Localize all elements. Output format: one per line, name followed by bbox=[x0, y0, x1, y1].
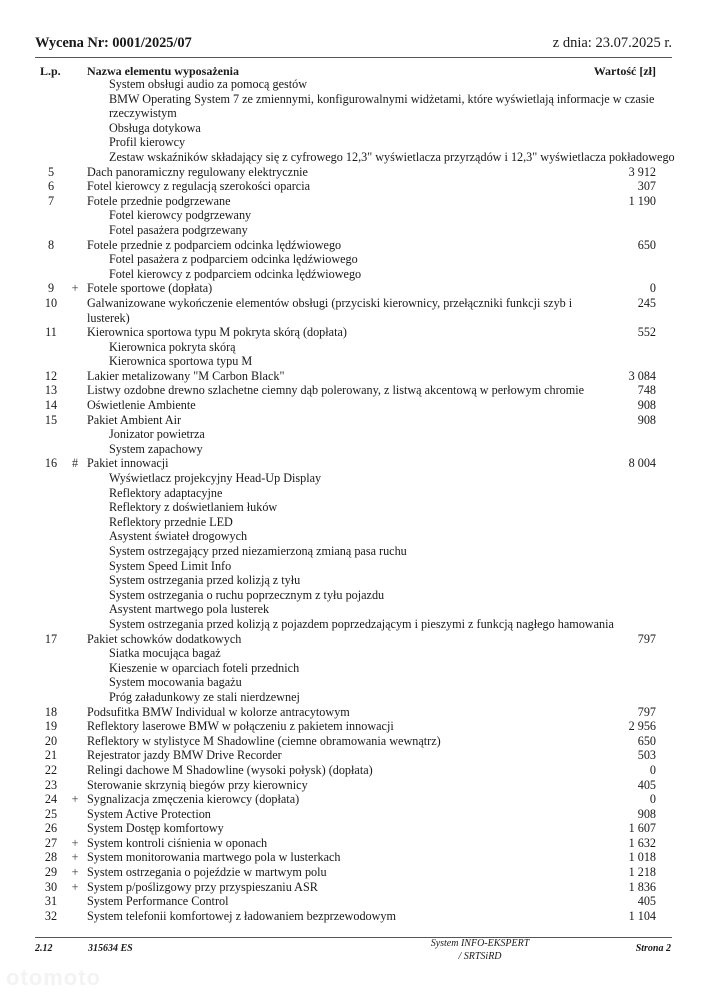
table-row bbox=[0, 850, 706, 865]
row-number: 16 bbox=[44, 456, 58, 471]
row-name: Reflektory laserowe BMW w połączeniu z pakietem innowacji bbox=[87, 719, 394, 734]
row-name: System ostrzegania o ruchu poprzecznym z tyłu pojazdu bbox=[109, 587, 385, 602]
row-number: 21 bbox=[44, 748, 58, 763]
table-row bbox=[0, 413, 706, 428]
row-name: Lakier metalizowany "M Carbon Black" bbox=[87, 368, 285, 383]
row-name: System ostrzegania przed kolizją z tyłu bbox=[109, 573, 301, 588]
row-number: 14 bbox=[44, 398, 58, 413]
row-name: System p/poślizgowy przy przyspieszaniu ASR bbox=[87, 879, 318, 894]
row-number: 19 bbox=[44, 719, 58, 734]
row-name: Jonizator powietrza bbox=[109, 427, 205, 442]
table-row bbox=[0, 238, 706, 253]
row-name: Fotele sportowe (dopłata) bbox=[87, 281, 213, 296]
table-subrow bbox=[0, 77, 706, 92]
row-value: 1 836 bbox=[628, 879, 656, 894]
column-header-value: Wartość [zł] bbox=[593, 64, 656, 78]
table-subrow bbox=[0, 529, 706, 544]
table-row bbox=[0, 398, 706, 413]
row-value: 3 912 bbox=[628, 164, 656, 179]
row-name: Profil kierowcy bbox=[109, 135, 186, 150]
table-subrow bbox=[0, 690, 706, 705]
row-marker: + bbox=[71, 281, 79, 296]
watermark: otomoto bbox=[6, 965, 101, 990]
row-value: 1 018 bbox=[628, 850, 656, 865]
table-subrow bbox=[0, 617, 706, 632]
row-name: Sygnalizacja zmęczenia kierowcy (dopłata) bbox=[87, 792, 300, 807]
table-row bbox=[0, 179, 706, 194]
table-subrow bbox=[0, 573, 706, 588]
row-number: 24 bbox=[44, 792, 58, 807]
row-value: 503 bbox=[637, 748, 656, 763]
row-value: 8 004 bbox=[628, 456, 656, 471]
row-number: 26 bbox=[44, 821, 58, 836]
row-value: 2 956 bbox=[628, 719, 656, 734]
valuation-number: Wycena Nr: 0001/2025/07 bbox=[35, 35, 192, 51]
row-value: 908 bbox=[637, 806, 656, 821]
row-marker: + bbox=[71, 835, 79, 850]
row-value: 797 bbox=[637, 631, 656, 646]
row-value: 245 bbox=[637, 295, 656, 310]
row-value: 650 bbox=[637, 237, 656, 252]
table-row bbox=[0, 880, 706, 895]
row-name: Kieszenie w oparciach foteli przednich bbox=[109, 660, 300, 675]
footer-document-id: 315634 ES bbox=[88, 943, 133, 954]
table-subrow bbox=[0, 500, 706, 515]
table-subrow bbox=[0, 427, 706, 442]
table-subrow bbox=[0, 106, 706, 121]
table-row bbox=[0, 894, 706, 909]
row-number: 20 bbox=[44, 733, 58, 748]
row-value: 0 bbox=[649, 281, 656, 296]
table-row bbox=[0, 778, 706, 793]
row-name: System zapachowy bbox=[109, 441, 203, 456]
valuation-date: z dnia: 23.07.2025 r. bbox=[552, 35, 672, 51]
row-name: Asystent świateł drogowych bbox=[109, 529, 248, 544]
equipment-table bbox=[0, 77, 706, 923]
row-marker: + bbox=[71, 879, 79, 894]
row-name: System ostrzegania przed kolizją z pojazdem poprzedzającym i pieszymi z funkcją nagłego hamowania bbox=[109, 616, 614, 631]
row-number: 22 bbox=[44, 762, 58, 777]
row-name: Fotel pasażera z podparciem odcinka lędźwiowego bbox=[109, 252, 358, 267]
table-row bbox=[0, 194, 706, 209]
table-row bbox=[0, 865, 706, 880]
table-subrow bbox=[0, 588, 706, 603]
table-row bbox=[0, 456, 706, 471]
row-number: 12 bbox=[44, 368, 58, 383]
row-value: 748 bbox=[637, 383, 656, 398]
row-name: Reflektory w stylistyce M Shadowline (ciemne obramowania wewnątrz) bbox=[87, 733, 441, 748]
table-row bbox=[0, 383, 706, 398]
row-name: Fotel kierowcy z regulacją szerokości oparcia bbox=[87, 179, 310, 194]
row-name: System ostrzegania o pojeździe w martwym polu bbox=[87, 865, 327, 880]
table-subrow bbox=[0, 515, 706, 530]
row-name: Fotele przednie podgrzewane bbox=[87, 193, 231, 208]
row-name: Asystent martwego pola lusterek bbox=[109, 602, 270, 617]
row-value: 3 084 bbox=[628, 368, 656, 383]
row-number: 29 bbox=[44, 865, 58, 880]
table-row bbox=[0, 165, 706, 180]
row-name: Kierownica sportowa typu M pokryta skórą (dopłata) bbox=[87, 325, 347, 340]
table-row bbox=[0, 763, 706, 778]
table-row bbox=[0, 748, 706, 763]
row-number: 28 bbox=[44, 850, 58, 865]
footer-system-line1: System INFO-EKSPERT bbox=[430, 938, 530, 949]
row-name: Kierownica sportowa typu M bbox=[109, 354, 253, 369]
row-value: 1 632 bbox=[628, 835, 656, 850]
row-value: 1 607 bbox=[628, 821, 656, 836]
row-number: 10 bbox=[44, 295, 58, 310]
table-subrow bbox=[0, 135, 706, 150]
table-subrow bbox=[0, 340, 706, 355]
row-number: 25 bbox=[44, 806, 58, 821]
row-number: 5 bbox=[47, 164, 55, 179]
row-name: System monitorowania martwego pola w lusterkach bbox=[87, 850, 341, 865]
table-subrow bbox=[0, 252, 706, 267]
row-marker: + bbox=[71, 792, 79, 807]
row-name: rzeczywistym bbox=[109, 106, 177, 121]
table-subrow bbox=[0, 208, 706, 223]
row-name: Sterowanie skrzynią biegów przy kierownicy bbox=[87, 777, 308, 792]
row-value: 405 bbox=[637, 894, 656, 909]
row-name: Pakiet innowacji bbox=[87, 456, 169, 471]
footer-system-name bbox=[395, 937, 565, 963]
row-name: Fotele przednie z podparciem odcinka lędźwiowego bbox=[87, 237, 342, 252]
row-number: 31 bbox=[44, 894, 58, 909]
table-subrow bbox=[0, 486, 706, 501]
table-row bbox=[0, 632, 706, 647]
row-name: Pakiet schowków dodatkowych bbox=[87, 631, 242, 646]
row-number: 23 bbox=[44, 777, 58, 792]
table-row bbox=[0, 792, 706, 807]
row-name: Siatka mocująca bagaż bbox=[109, 646, 221, 661]
row-number: 8 bbox=[47, 237, 55, 252]
header-divider bbox=[35, 57, 672, 58]
row-value: 405 bbox=[637, 777, 656, 792]
row-name: BMW Operating System 7 ze zmiennymi, konfigurowalnymi widżetami, które wyświetlają informacje w czasie bbox=[109, 91, 655, 106]
row-name: Dach panoramiczny regulowany elektrycznie bbox=[87, 164, 308, 179]
row-name: Galwanizowane wykończenie elementów obsługi (przyciski kierownicy, przełączniki funkcji szyb i bbox=[87, 295, 573, 310]
row-number: 7 bbox=[47, 193, 55, 208]
table-row bbox=[0, 821, 706, 836]
table-subrow bbox=[0, 354, 706, 369]
row-name: Fotel kierowcy z podparciem odcinka lędźwiowego bbox=[109, 266, 362, 281]
row-name: Listwy ozdobne drewno szlachetne ciemny dąb polerowany, z listwą akcentową w perłowym chromie bbox=[87, 383, 585, 398]
table-row bbox=[0, 734, 706, 749]
row-number: 15 bbox=[44, 412, 58, 427]
row-number: 11 bbox=[45, 325, 57, 340]
row-number: 17 bbox=[44, 631, 58, 646]
row-name: Reflektory adaptacyjne bbox=[109, 485, 223, 500]
row-number: 9 bbox=[47, 281, 55, 296]
row-value: 0 bbox=[649, 792, 656, 807]
row-value: 908 bbox=[637, 412, 656, 427]
row-name: System kontroli ciśnienia w oponach bbox=[87, 835, 268, 850]
footer-system-line2: / SRTSiRD bbox=[458, 951, 502, 962]
row-name: Pakiet Ambient Air bbox=[87, 412, 182, 427]
row-marker: + bbox=[71, 865, 79, 880]
row-number: 18 bbox=[44, 704, 58, 719]
table-row bbox=[0, 311, 706, 326]
row-name: Rejestrator jazdy BMW Drive Recorder bbox=[87, 748, 282, 763]
table-row bbox=[0, 719, 706, 734]
row-name: System Active Protection bbox=[87, 806, 211, 821]
column-header-lp: L.p. bbox=[40, 64, 61, 78]
row-name: lusterek) bbox=[87, 310, 130, 325]
row-number: 30 bbox=[44, 879, 58, 894]
table-row bbox=[0, 369, 706, 384]
table-subrow bbox=[0, 267, 706, 282]
row-marker: # bbox=[71, 456, 79, 471]
row-marker: + bbox=[71, 850, 79, 865]
table-subrow bbox=[0, 442, 706, 457]
table-row bbox=[0, 807, 706, 822]
row-name: Podsufitka BMW Individual w kolorze antracytowym bbox=[87, 704, 350, 719]
table-row bbox=[0, 705, 706, 720]
row-value: 1 190 bbox=[628, 193, 656, 208]
row-name: System ostrzegający przed niezamierzoną zmianą pasa ruchu bbox=[109, 544, 407, 558]
row-number: 27 bbox=[44, 835, 58, 850]
row-value: 1 218 bbox=[628, 865, 656, 880]
table-row bbox=[0, 836, 706, 851]
column-header-name: Nazwa elementu wyposażenia bbox=[87, 64, 239, 78]
row-name: System Dostęp komfortowy bbox=[87, 821, 224, 836]
row-value: 307 bbox=[637, 179, 656, 194]
row-value: 1 104 bbox=[628, 908, 656, 923]
row-name: Obsługa dotykowa bbox=[109, 120, 201, 135]
row-name: Oświetlenie Ambiente bbox=[87, 398, 196, 413]
row-name: System obsługi audio za pomocą gestów bbox=[109, 77, 308, 91]
table-subrow bbox=[0, 675, 706, 690]
row-value: 552 bbox=[637, 325, 656, 340]
row-name: System telefonii komfortowej z ładowaniem bezprzewodowym bbox=[87, 908, 397, 923]
row-number: 6 bbox=[47, 179, 55, 194]
row-number: 13 bbox=[44, 383, 58, 398]
table-subrow bbox=[0, 544, 706, 559]
table-row bbox=[0, 909, 706, 924]
row-value: 0 bbox=[649, 762, 656, 777]
footer-version: 2.12 bbox=[35, 943, 53, 954]
row-name: System Speed Limit Info bbox=[109, 558, 232, 573]
table-row bbox=[0, 281, 706, 296]
page-number: Strona 2 bbox=[635, 943, 671, 954]
table-row bbox=[0, 296, 706, 311]
table-subrow bbox=[0, 92, 706, 107]
table-subrow bbox=[0, 471, 706, 486]
row-name: Wyświetlacz projekcyjny Head-Up Display bbox=[109, 471, 322, 486]
row-name: Fotel pasażera podgrzewany bbox=[109, 222, 248, 237]
table-subrow bbox=[0, 559, 706, 574]
row-name: Próg załadunkowy ze stali nierdzewnej bbox=[109, 689, 300, 704]
row-value: 650 bbox=[637, 733, 656, 748]
table-subrow bbox=[0, 121, 706, 136]
row-number: 32 bbox=[44, 908, 58, 923]
row-name: System Performance Control bbox=[87, 894, 229, 909]
table-subrow bbox=[0, 646, 706, 661]
table-subrow bbox=[0, 661, 706, 676]
row-name: Kierownica pokryta skórą bbox=[109, 339, 236, 354]
row-name: System mocowania bagażu bbox=[109, 675, 242, 690]
row-name: Zestaw wskaźników składający się z cyfrowego 12,3" wyświetlacza przyrządów i 12,3" wyświetlacza pokładowego bbox=[109, 149, 675, 164]
row-name: Relingi dachowe M Shadowline (wysoki połysk) (dopłata) bbox=[87, 762, 373, 777]
table-subrow bbox=[0, 602, 706, 617]
footer-divider bbox=[35, 937, 672, 938]
table-subrow bbox=[0, 150, 706, 165]
table-row bbox=[0, 325, 706, 340]
row-value: 908 bbox=[637, 398, 656, 413]
table-subrow bbox=[0, 223, 706, 238]
row-name: Fotel kierowcy podgrzewany bbox=[109, 208, 252, 223]
row-value: 797 bbox=[637, 704, 656, 719]
row-name: Reflektory z doświetlaniem łuków bbox=[109, 500, 278, 515]
row-name: Reflektory przednie LED bbox=[109, 514, 233, 529]
